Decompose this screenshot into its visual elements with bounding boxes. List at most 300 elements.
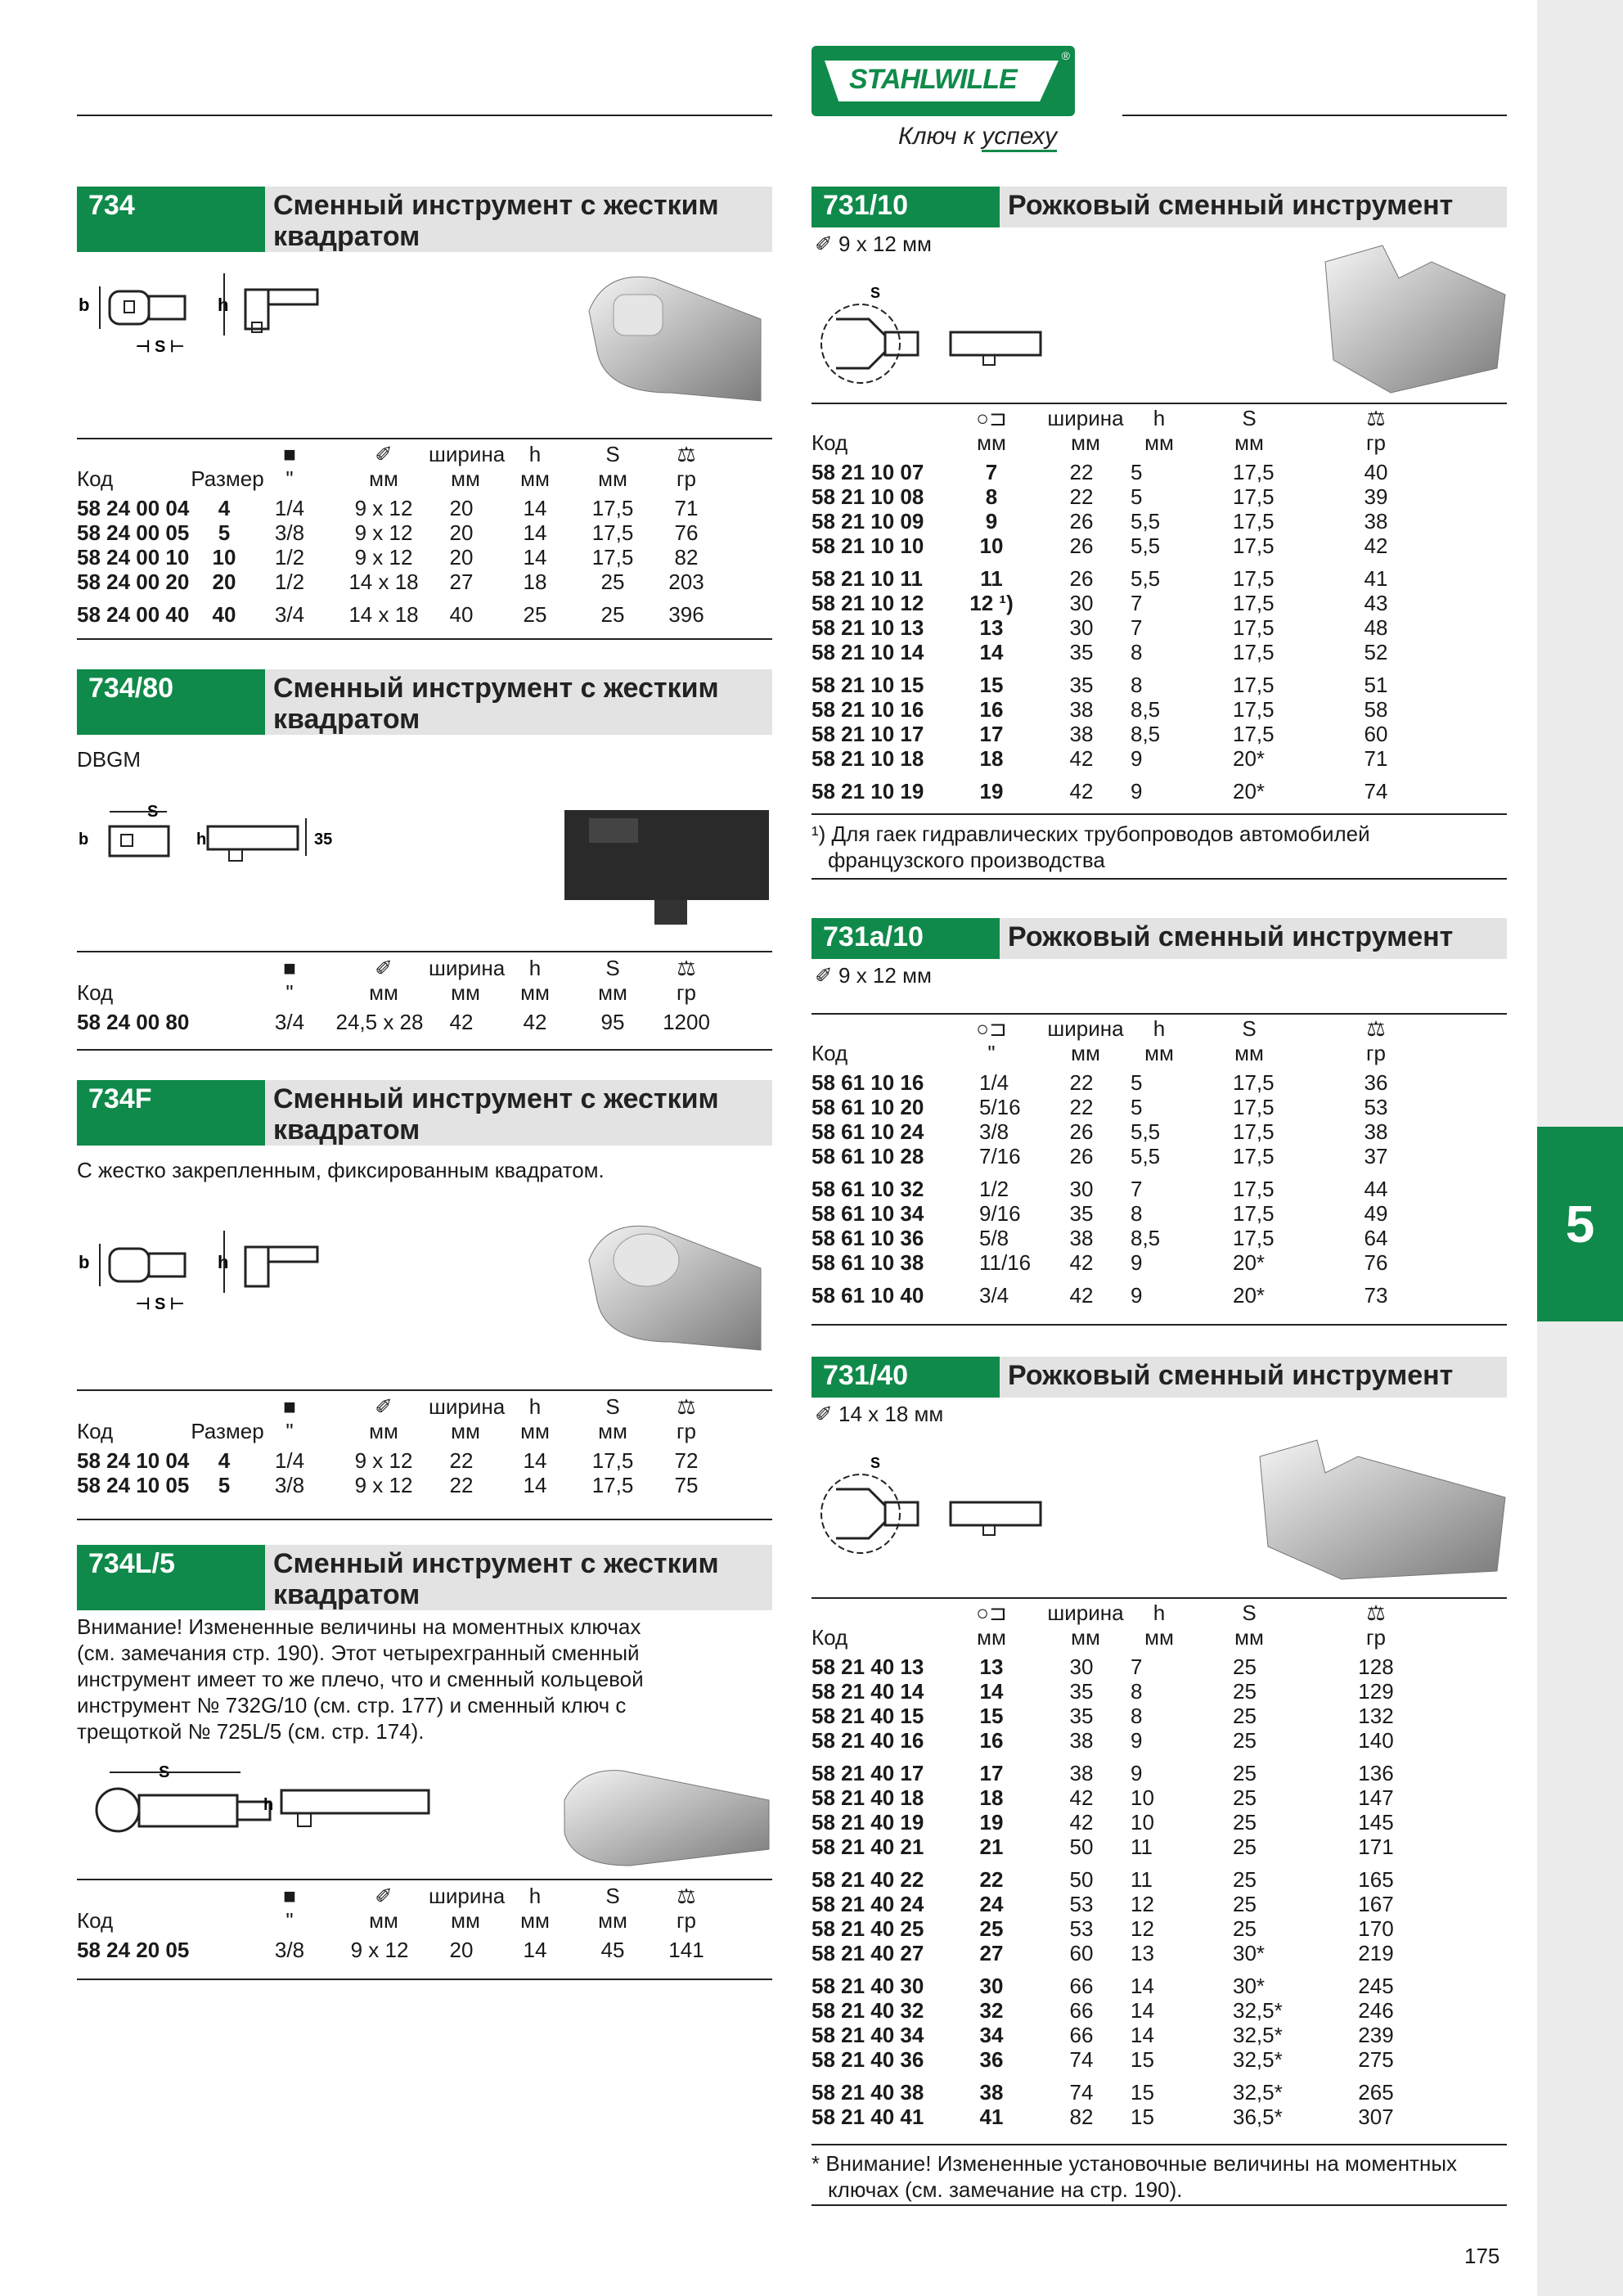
column-header: гр [1366,1625,1386,1650]
cell-s: 25 [600,602,625,627]
column-header: ширина [429,956,506,980]
cell-code: 58 21 10 10 [812,533,924,558]
section-731-40-header [812,1357,1507,1398]
column-header: мм [369,1908,398,1933]
cell-weight: 167 [1358,1892,1394,1916]
table-731a-10 [812,1016,1507,1327]
section-code: 731/40 [812,1357,1000,1398]
dimension-drawing-734-80 [77,802,355,867]
cell-width: 42 [1069,779,1094,804]
dimension-label: 35 [314,831,333,849]
section-code: 734F [77,1080,265,1146]
column-header: ширина [429,442,506,466]
cell-s: 17,5 [591,1473,634,1497]
cell-h: 8,5 [1131,1226,1161,1250]
cell-s: 17,5 [591,545,634,569]
cell-width: 38 [1069,697,1094,722]
rule [77,1389,772,1391]
cell-h: 8 [1131,1704,1143,1728]
open-end-icon: ○⊐ [976,406,1007,430]
cell-weight: 170 [1358,1916,1394,1941]
cell-code: 58 61 10 32 [812,1177,924,1201]
column-header: мм [1144,1041,1174,1065]
rule [812,1597,1507,1599]
cell-h: 9 [1131,746,1143,771]
cell-width: 42 [1069,746,1094,771]
section-title: Рожковый сменный инструмент [1000,918,1507,959]
column-header: S [605,1394,620,1419]
cell-weight: 129 [1358,1679,1394,1704]
cell-square: 1/2 [274,569,305,594]
cell-h: 14 [523,1938,547,1962]
cell-weight: 38 [1364,1119,1388,1144]
cell-s: 25 [1233,1728,1257,1753]
table-row [812,1974,1507,1998]
cell-s: 17,5 [591,520,634,545]
cell-s: 95 [600,1010,625,1034]
cell-code: 58 24 00 20 [77,569,190,594]
column-header: Код [812,1041,848,1065]
cell-square: 1/4 [274,1448,305,1473]
weight-icon: ⚖ [677,1884,696,1908]
cell-s: 20* [1233,779,1266,804]
cell-s: 36,5* [1233,2105,1283,2129]
section-note: С жестко закрепленным, фиксированным квадратом. [77,1158,605,1182]
cell-weight: 49 [1364,1201,1388,1226]
cell-width: 53 [1069,1892,1094,1916]
section-734L5-header [77,1545,772,1610]
cell-s: 17,5 [1233,722,1275,746]
column-header: мм [1144,1625,1174,1650]
cell-opening: 5/16 [979,1095,1021,1119]
cell-s: 17,5 [1233,1144,1275,1168]
table-734L5 [77,1884,772,1974]
cell-square: 3/4 [274,1010,305,1034]
column-header: Код [77,980,114,1005]
table-row [812,591,1507,615]
table-row [812,1867,1507,1892]
cell-opening: 34 [979,2023,1004,2047]
weight-icon: ⚖ [1366,1016,1386,1041]
cell-h: 9 [1131,779,1143,804]
cell-code: 58 24 10 04 [77,1448,190,1473]
cell-code: 58 21 10 19 [812,779,924,804]
cell-weight: 219 [1358,1941,1394,1965]
column-header: мм [369,466,398,491]
cell-opening: 27 [979,1941,1004,1965]
drive-icon: ✐ [815,232,839,256]
product-photo-734F [573,1211,777,1375]
column-header: S [605,442,620,466]
cell-weight: 75 [674,1473,699,1497]
cell-code: 58 61 10 28 [812,1144,924,1168]
cell-weight: 246 [1358,1998,1394,2023]
cell-code: 58 21 40 21 [812,1835,924,1859]
cell-code: 58 21 40 18 [812,1785,924,1810]
cell-opening: 16 [979,1728,1004,1753]
table-row [812,484,1507,509]
cell-drive: 9 x 12 [354,520,413,545]
cell-h: 5 [1131,1095,1143,1119]
cell-s: 17,5 [1233,1201,1275,1226]
cell-s: 17,5 [591,1448,634,1473]
table-row [812,1941,1507,1965]
cell-weight: 1200 [663,1010,710,1034]
section-code: 734 [77,187,265,252]
cell-code: 58 21 40 30 [812,1974,924,1998]
table-734-80 [77,956,772,1046]
cell-h: 5,5 [1131,1144,1161,1168]
cell-width: 35 [1069,673,1094,697]
cell-h: 14 [1131,1998,1154,2023]
cell-code: 58 21 40 34 [812,2023,924,2047]
cell-opening: 13 [979,1654,1004,1679]
rule [77,1519,772,1520]
cell-opening: 36 [979,2047,1004,2072]
cell-weight: 39 [1364,484,1388,509]
cell-h: 7 [1131,1177,1143,1201]
column-header: мм [1071,430,1100,455]
cell-h: 11 [1131,1867,1153,1892]
cell-code: 58 24 00 10 [77,545,190,569]
column-header: мм [520,1419,550,1443]
cell-width: 22 [449,1448,474,1473]
column-header: мм [451,980,480,1005]
cell-code: 58 21 40 25 [812,1916,924,1941]
table-row [812,460,1507,484]
table-row [812,1283,1507,1308]
cell-weight: 239 [1358,2023,1394,2047]
weight-icon: ⚖ [1366,406,1386,430]
column-header: мм [520,980,550,1005]
cell-h: 9 [1131,1728,1143,1753]
section-note: Внимание! Измененные величины на моментных ключах (см. замечания стр. 190). Этот четырехгранный сменный инструмент имеет то же плечо, что и сменный кольцевой инструмент № 732G/10 (см. стр. 177) и сменный ключ с трещоткой № 725L/5 (см. стр. 174). [77,1614,644,1744]
cell-width: 30 [1069,1654,1094,1679]
cell-code: 58 21 40 14 [812,1679,924,1704]
column-header: S [1242,406,1257,430]
cell-width: 20 [449,520,474,545]
cell-weight: 44 [1364,1177,1388,1201]
cell-width: 26 [1069,1119,1094,1144]
table-header-row [77,442,772,466]
table-row [812,1761,1507,1785]
section-title: Рожковый сменный инструмент [1000,1357,1507,1398]
cell-h: 12 [1131,1916,1154,1941]
cell-width: 50 [1069,1867,1094,1892]
cell-code: 58 21 10 14 [812,640,924,664]
table-row [812,1250,1507,1275]
cell-opening: 15 [979,1704,1004,1728]
cell-h: 15 [1131,2080,1154,2105]
section-734-header [77,187,772,252]
table-row [812,2080,1507,2105]
cell-s: 17,5 [1233,1226,1275,1250]
cell-weight: 51 [1364,673,1388,697]
cell-code: 58 24 10 05 [77,1473,190,1497]
insert-icon: ✐ [375,1884,393,1908]
cell-weight: 76 [1364,1250,1388,1275]
table-row [812,1095,1507,1119]
section-code: 734L/5 [77,1545,265,1610]
table-row [812,697,1507,722]
column-header: мм [1071,1041,1100,1065]
cell-s: 17,5 [1233,1177,1275,1201]
cell-s: 25 [1233,1867,1257,1892]
rule [812,2144,1507,2145]
cell-s: 17,5 [1233,566,1275,591]
table-row [812,1119,1507,1144]
cell-drive: 9 x 12 [350,1938,409,1962]
cell-code: 58 21 10 12 [812,591,924,615]
column-header: мм [520,1908,550,1933]
column-header: Код [812,1625,848,1650]
column-header: h [1153,1016,1166,1041]
column-header: Код [77,1419,114,1443]
cell-weight: 43 [1364,591,1388,615]
svg-text:⊣ S ⊢: ⊣ S ⊢ [136,338,185,356]
table-row [812,673,1507,697]
cell-width: 40 [449,602,474,627]
table-734F [77,1394,772,1517]
cell-width: 66 [1069,1998,1094,2023]
table-header-row [812,1625,1507,1650]
column-header: мм [369,1419,398,1443]
svg-text:b: b [79,1252,90,1272]
svg-text:b: b [79,295,90,315]
cell-width: 74 [1069,2080,1094,2105]
section-code: 731a/10 [812,918,1000,959]
column-header: мм [598,1419,627,1443]
cell-code: 58 61 10 24 [812,1119,924,1144]
cell-s: 25 [1233,1761,1257,1785]
table-row [812,1785,1507,1810]
cell-width: 30 [1069,1177,1094,1201]
cell-drive: 14 x 18 [348,569,419,594]
cell-weight: 265 [1358,2080,1394,2105]
brand-slogan: Ключ к успеху [898,123,1057,151]
section-title: Рожковый сменный инструмент [1000,187,1507,227]
cell-s: 25 [1233,1679,1257,1704]
table-row [812,1679,1507,1704]
cell-opening: 17 [979,722,1004,746]
column-header: h [528,1394,542,1419]
cell-weight: 71 [1364,746,1388,771]
table-header-row [77,956,772,980]
top-rule-right [1122,115,1507,116]
cell-square: 3/4 [274,602,305,627]
cell-s: 32,5* [1233,2047,1283,2072]
table-731-40 [812,1600,1507,2141]
section-title: Сменный инструмент с жестким квадратом [265,187,772,252]
cell-opening: 7 [985,460,998,484]
cell-h: 10 [1131,1785,1154,1810]
column-header: h [1153,1600,1166,1625]
cell-square: 3/8 [274,1938,305,1962]
column-header: h [1153,406,1166,430]
rule [77,951,772,952]
column-header: гр [677,980,696,1005]
cell-width: 26 [1069,533,1094,558]
column-header: мм [1234,1625,1264,1650]
cell-h: 14 [523,545,547,569]
table-header-row [77,980,772,1005]
column-header: ширина [1047,406,1124,430]
cell-width: 38 [1069,1226,1094,1250]
cell-code: 58 21 40 22 [812,1867,924,1892]
cell-code: 58 21 10 15 [812,673,924,697]
cell-width: 66 [1069,1974,1094,1998]
cell-width: 42 [1069,1810,1094,1835]
product-photo-734L5 [556,1759,777,1874]
cell-h: 9 [1131,1250,1143,1275]
dimension-drawing-731-10 [812,286,1090,401]
cell-code: 58 61 10 20 [812,1095,924,1119]
cell-s: 17,5 [1233,460,1275,484]
cell-weight: 72 [674,1448,699,1473]
cell-h: 11 [1131,1835,1153,1859]
column-header: h [528,442,542,466]
table-row [812,1916,1507,1941]
cell-weight: 275 [1358,2047,1394,2072]
cell-width: 35 [1069,1679,1094,1704]
column-header: мм [520,466,550,491]
drive-size: ✐ 9 x 12 мм [815,963,932,988]
cell-h: 8 [1131,1201,1143,1226]
rule [77,638,772,640]
column-header: мм [1234,430,1264,455]
table-row [812,1226,1507,1250]
dimension-drawing-734F [77,1227,339,1317]
open-end-icon: ○⊐ [976,1600,1007,1625]
cell-code: 58 24 20 05 [77,1938,190,1962]
cell-h: 14 [523,1473,547,1497]
table-header-row [812,1016,1507,1041]
cell-width: 35 [1069,1201,1094,1226]
column-header: Код [77,466,114,491]
cell-code: 58 21 40 24 [812,1892,924,1916]
cell-h: 7 [1131,615,1143,640]
cell-s: 20* [1233,1250,1266,1275]
column-header: гр [677,1419,696,1443]
cell-s: 17,5 [1233,697,1275,722]
cell-weight: 48 [1364,615,1388,640]
cell-code: 58 21 10 07 [812,460,924,484]
weight-icon: ⚖ [677,1394,696,1419]
cell-size: 4 [218,1448,231,1473]
table-row [812,1810,1507,1835]
table-header-row [77,1394,772,1419]
drive-size: ✐ 9 x 12 мм [815,232,932,256]
rule [77,1879,772,1880]
cell-h: 8,5 [1131,697,1161,722]
cell-s: 20* [1233,746,1266,771]
cell-opening: 5/8 [979,1226,1009,1250]
column-header: мм [1071,1625,1100,1650]
section-code: 731/10 [812,187,1000,227]
cell-h: 15 [1131,2105,1154,2129]
cell-size: 10 [212,545,236,569]
cell-weight: 165 [1358,1867,1394,1892]
cell-h: 15 [1131,2047,1154,2072]
cell-opening: 32 [979,1998,1004,2023]
cell-weight: 74 [1364,779,1388,804]
cell-h: 14 [523,520,547,545]
cell-opening: 15 [979,673,1004,697]
cell-weight: 38 [1364,509,1388,533]
table-header-row [77,1884,772,1908]
cell-code: 58 21 40 27 [812,1941,924,1965]
column-header: S [605,956,620,980]
product-photo-731-40 [1252,1424,1513,1587]
cell-s: 25 [1233,1654,1257,1679]
column-header: Код [77,1908,114,1933]
cell-code: 58 24 00 80 [77,1010,190,1034]
cell-s: 17,5 [1233,484,1275,509]
cell-width: 30 [1069,615,1094,640]
svg-text:S: S [870,1455,881,1471]
cell-width: 38 [1069,1761,1094,1785]
cell-s: 17,5 [1233,591,1275,615]
cell-s: 30* [1233,1974,1266,1998]
rule [812,813,1507,815]
cell-opening: 18 [979,1785,1004,1810]
column-header: мм [1144,430,1174,455]
column-header: Размер [191,466,264,491]
column-header: мм [977,430,1006,455]
cell-code: 58 21 40 32 [812,1998,924,2023]
section-title: Сменный инструмент с жестким квадратом [265,1080,772,1146]
cell-weight: 53 [1364,1095,1388,1119]
cell-code: 58 61 10 40 [812,1283,924,1308]
cell-h: 7 [1131,1654,1143,1679]
table-row [77,602,772,627]
cell-opening: 22 [979,1867,1004,1892]
cell-s: 17,5 [1233,615,1275,640]
cell-width: 35 [1069,1704,1094,1728]
cell-opening: 30 [979,1974,1004,1998]
table-row [812,1835,1507,1859]
table-row [77,520,772,545]
cell-width: 27 [449,569,474,594]
cell-code: 58 61 10 38 [812,1250,924,1275]
cell-weight: 52 [1364,640,1388,664]
cell-width: 22 [1069,1095,1094,1119]
table-header-row [77,1908,772,1933]
column-header: ширина [1047,1600,1124,1625]
column-header: " [987,1041,996,1065]
cell-width: 50 [1069,1835,1094,1859]
cell-h: 9 [1131,1761,1143,1785]
table-row [812,2023,1507,2047]
rule [812,878,1507,880]
cell-opening: 14 [979,1679,1004,1704]
top-rule-left [77,115,772,116]
section-734-80-header [77,669,772,735]
table-row [812,1177,1507,1201]
cell-h: 14 [523,496,547,520]
cell-width: 30 [1069,591,1094,615]
cell-drive: 9 x 12 [354,1473,413,1497]
cell-weight: 42 [1364,533,1388,558]
cell-h: 13 [1131,1941,1154,1965]
cell-opening: 1/2 [979,1177,1009,1201]
cell-opening: 3/8 [979,1119,1009,1144]
open-end-icon: ○⊐ [976,1016,1007,1041]
cell-h: 14 [1131,1974,1154,1998]
drive-size: ✐ 14 x 18 мм [815,1402,944,1426]
cell-opening: 24 [979,1892,1004,1916]
cell-code: 58 24 00 05 [77,520,190,545]
